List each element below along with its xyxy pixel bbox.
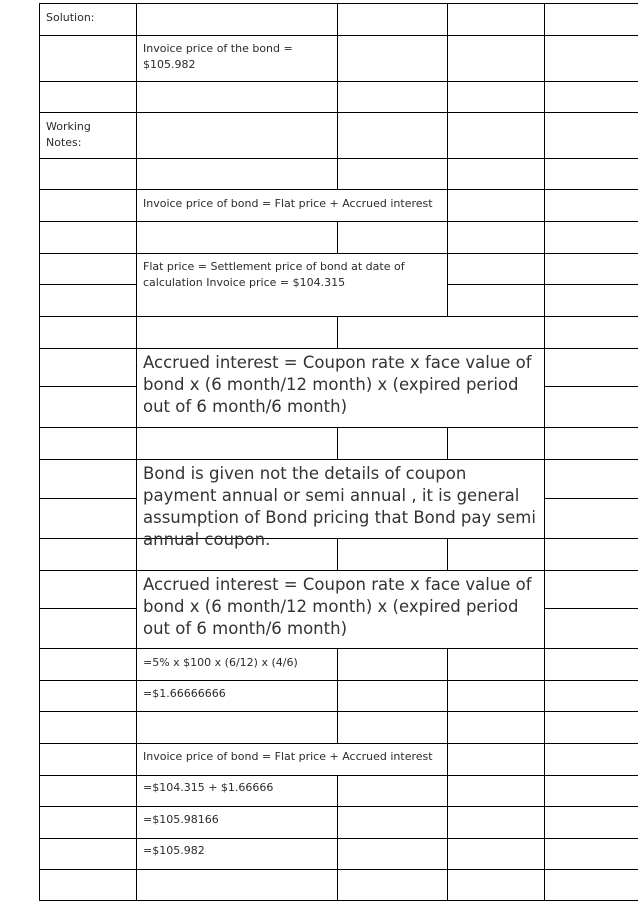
grid-line (337, 648, 338, 743)
grid-line (39, 743, 638, 744)
grid-line (447, 648, 448, 743)
grid-line (337, 316, 338, 348)
invoice-result-long: =$105.98166 (143, 813, 219, 826)
grid-line (337, 427, 338, 459)
grid-line (39, 386, 136, 387)
grid-line (447, 427, 448, 459)
grid-line (544, 608, 638, 609)
solution-label: Solution: (46, 11, 95, 24)
invoice-formula-1: Invoice price of bond = Flat price + Accrued interest (143, 197, 433, 210)
grid-line (39, 221, 638, 222)
grid-line (39, 459, 638, 460)
bond-assumption-note: Bond is given not the details of coupon payment annual or semi annual , it is general assumption of Bond pricing that Bond pay semi annual coupon. (143, 464, 536, 549)
grid-line (39, 3, 40, 901)
grid-line (447, 284, 638, 285)
grid-line (39, 869, 638, 870)
grid-line (39, 3, 638, 4)
grid-line (39, 284, 136, 285)
grid-line (447, 221, 448, 316)
grid-line (39, 680, 638, 681)
grid-line (447, 189, 448, 221)
grid-line (39, 608, 136, 609)
grid-line (447, 3, 448, 189)
grid-line (39, 427, 638, 428)
grid-line (39, 570, 638, 571)
grid-line (337, 221, 338, 253)
working-notes-label: Working Notes: (46, 120, 91, 149)
grid-line (447, 743, 448, 775)
grid-line (337, 3, 338, 189)
grid-line (39, 348, 638, 349)
grid-line (39, 498, 136, 499)
invoice-price-answer: Invoice price of the bond = $105.982 (143, 42, 293, 71)
grid-line (39, 316, 638, 317)
invoice-sum: =$104.315 + $1.66666 (143, 781, 274, 794)
grid-line (39, 806, 638, 807)
grid-line (544, 498, 638, 499)
grid-line (544, 386, 638, 387)
invoice-result-rounded: =$105.982 (143, 844, 205, 857)
flat-price-note: Flat price = Settlement price of bond at date of calculation Invoice price = $104.315 (143, 260, 405, 289)
grid-line (544, 3, 545, 901)
grid-line (39, 35, 638, 36)
grid-line (39, 81, 638, 82)
grid-line (39, 158, 638, 159)
grid-line (39, 775, 638, 776)
grid-line (39, 112, 638, 113)
grid-line (39, 711, 638, 712)
accrued-result: =$1.66666666 (143, 687, 226, 700)
grid-line (136, 3, 137, 901)
grid-line (39, 648, 638, 649)
invoice-formula-2: Invoice price of bond = Flat price + Accrued interest (143, 750, 433, 763)
accrued-interest-formula-1: Accrued interest = Coupon rate x face value of bond x (6 month/12 month) x (expired period out of 6 month/6 month) (143, 353, 532, 416)
grid-line (39, 900, 638, 901)
accrued-interest-formula-2: Accrued interest = Coupon rate x face value of bond x (6 month/12 month) x (expired period out of 6 month/6 month) (143, 575, 532, 638)
grid-line (39, 189, 638, 190)
grid-line (39, 838, 638, 839)
accrued-calc: =5% x $100 x (6/12) x (4/6) (143, 656, 298, 669)
grid-line (39, 253, 638, 254)
